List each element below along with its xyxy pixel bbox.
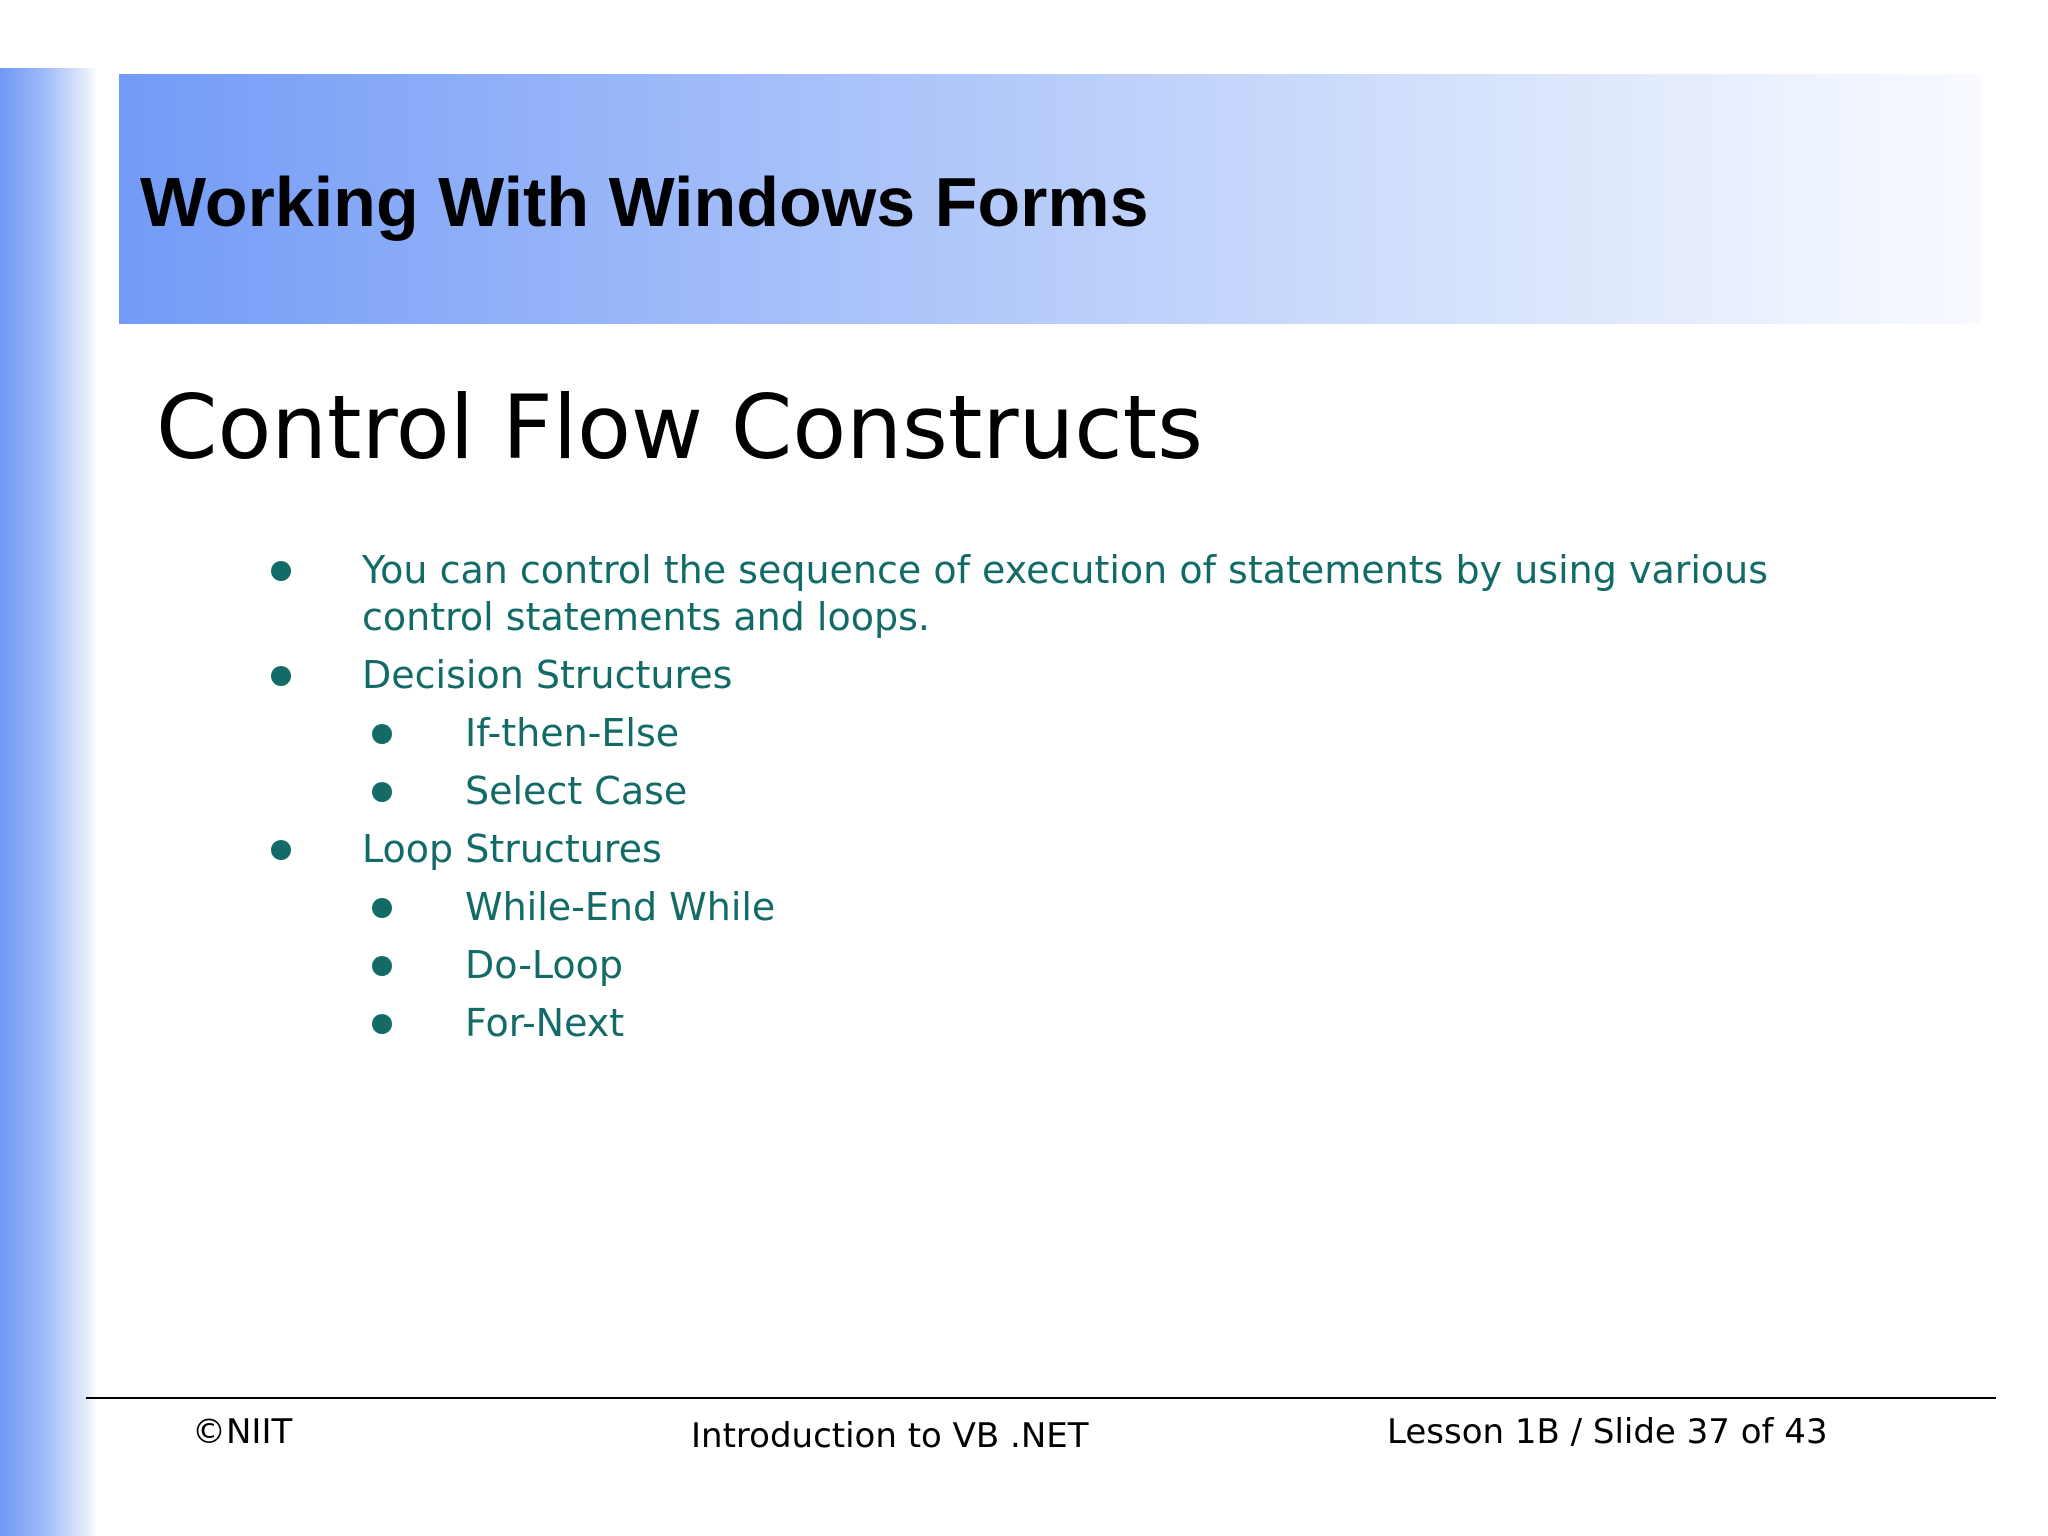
bullet-dot-icon	[372, 1014, 392, 1034]
bullet-text: Do-Loop	[465, 943, 624, 987]
bullet-text: Select Case	[465, 769, 688, 813]
bullet-dot-icon	[372, 956, 392, 976]
header-title: Working With Windows Forms	[140, 163, 1149, 241]
sub-bullet-item	[465, 710, 679, 757]
bullet-dot-icon	[372, 782, 392, 802]
bullet-dot-icon	[271, 840, 291, 860]
footer-divider	[86, 1397, 1996, 1399]
bullet-dot-icon	[372, 724, 392, 744]
bullet-dot-icon	[271, 666, 291, 686]
bullet-item	[362, 652, 732, 699]
footer-copyright: ©NIIT	[192, 1412, 293, 1452]
bullet-item	[362, 826, 662, 873]
bullet-item	[362, 547, 1768, 594]
bullet-dot-icon	[271, 561, 291, 581]
slide-title: Control Flow Constructs	[156, 376, 1204, 479]
bullet-text: Loop Structures	[362, 827, 662, 871]
footer-slide-number: Lesson 1B / Slide 37 of 43	[1387, 1412, 1828, 1452]
sub-bullet-item	[465, 942, 623, 989]
bullet-text: Decision Structures	[362, 653, 733, 697]
bullet-text: For-Next	[465, 1001, 625, 1045]
bullet-text: control statements and loops.	[362, 595, 930, 639]
bullet-dot-icon	[372, 898, 392, 918]
sub-bullet-item	[465, 768, 687, 815]
bullet-text: While-End While	[465, 885, 776, 929]
bullet-text: If-then-Else	[465, 711, 680, 755]
sub-bullet-item	[465, 1000, 624, 1047]
footer-course-title: Introduction to VB .NET	[691, 1416, 1089, 1456]
bullet-text: You can control the sequence of execution of statements by using various	[362, 548, 1769, 592]
bullet-continuation	[362, 594, 930, 641]
sub-bullet-item	[465, 884, 775, 931]
